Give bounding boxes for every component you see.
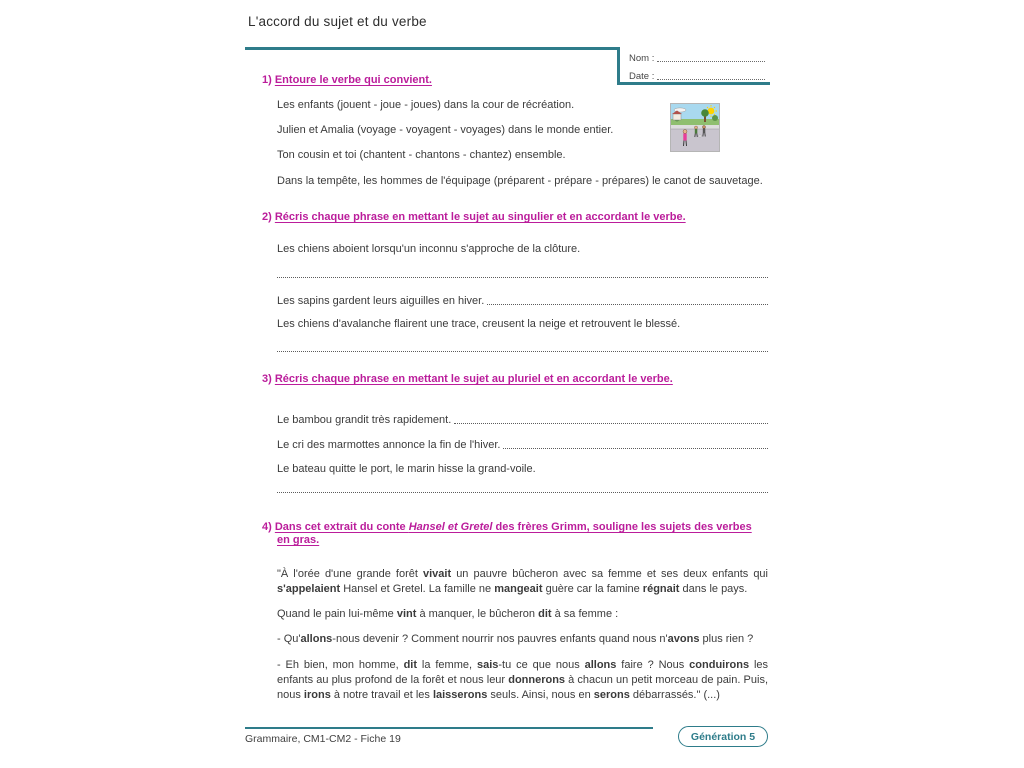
exercise3-sentence-1: [277, 414, 768, 426]
sentence-text: Le cri des marmottes annonce la fin de l'hiver.: [277, 439, 501, 451]
exercise4-heading: [245, 521, 761, 547]
exercise4-paragraph-4: - Eh bien, mon homme, dit la femme, sais-tu ce que nous allons faire ? Nous conduirons les enfants au plus profond de la forêt et nous leur donnerons à chacun un petit morceau de pain. Puis, nous irons à notre travail et les laisserons seuls. Ainsi, nous en serons débarrassés." (...): [277, 659, 769, 701]
name-field: [629, 52, 765, 64]
answer-dotted-line: [487, 304, 768, 305]
footer-reference: Grammaire, CM1-CM2 - Fiche 19: [245, 733, 401, 745]
ball: [699, 135, 701, 137]
exercise2-sentence-1: Les chiens aboient lorsqu'un inconnu s'approche de la clôture.: [277, 243, 581, 255]
exercise3-number: 3): [262, 373, 272, 385]
answer-dotted-line: [503, 448, 768, 449]
footer-rule: [245, 727, 653, 729]
exercise1-heading: [245, 74, 765, 87]
exercise3-heading: [245, 373, 765, 386]
date-label: Date :: [629, 71, 655, 82]
exercise4-paragraph-3: - Qu'allons-nous devenir ? Comment nourrir nos pauvres enfants quand nous n'avons plus rien ?: [277, 633, 754, 645]
name-dotted-line: [657, 61, 765, 62]
answer-dotted-line: [277, 492, 768, 493]
exercise2-number: 2): [262, 211, 272, 223]
answer-dotted-line: [277, 277, 768, 278]
exercise4-paragraph-2: Quand le pain lui-même vint à manquer, le bûcheron dit à sa femme :: [277, 608, 619, 620]
exercise4-number: 4): [262, 521, 272, 533]
exercise1-title: Entoure le verbe qui convient.: [274, 74, 432, 86]
sentence-text: Le bambou grandit très rapidement.: [277, 414, 452, 426]
answer-dotted-line: [277, 351, 768, 352]
exercise1-number: 1): [262, 74, 272, 86]
exercise3-sentence-2: [277, 439, 768, 451]
exercise1-sentence-2: Julien et Amalia (voyage - voyagent - voyages) dans le monde entier.: [277, 124, 614, 136]
answer-dotted-line: [454, 423, 768, 424]
exercise4-title: Dans cet extrait du conte Hansel et Gretel des frères Grimm, souligne les sujets des verbes en gras.: [274, 521, 752, 546]
publisher-badge: Génération 5: [678, 726, 768, 747]
exercise1-sentence-3: Ton cousin et toi (chantent - chantons - chantez) ensemble.: [277, 149, 566, 161]
exercise2-sentence-3: Les chiens d'avalanche flairent une trace, creusent la neige et retrouvent le blessé.: [277, 318, 681, 330]
exercise2-heading: [245, 211, 765, 224]
exercise3-title: Récris chaque phrase en mettant le sujet au pluriel et en accordant le verbe.: [274, 373, 673, 385]
sentence-text: Les sapins gardent leurs aiguilles en hiver.: [277, 295, 485, 307]
exercise1-sentence-1: Les enfants (jouent - joue - joues) dans la cour de récréation.: [277, 99, 575, 111]
exercise4-paragraph-1: "À l'orée d'une grande forêt vivait un pauvre bûcheron avec sa femme et ses deux enfants qui s'appelaient Hansel et Gretel. La famille ne mangeait guère car la famine régnait dans le pays.: [277, 568, 768, 595]
header-rule: [245, 47, 617, 50]
exercise2-title: Récris chaque phrase en mettant le sujet au singulier et en accordant le verbe.: [274, 211, 686, 223]
page-title: L'accord du sujet et du verbe: [248, 14, 427, 29]
name-label: Nom :: [629, 53, 655, 64]
schoolyard-clipart: [670, 103, 720, 152]
exercise1-sentence-4: Dans la tempête, les hommes de l'équipage (préparent - prépare - prépares) le canot de sauvetage.: [277, 175, 763, 187]
exercise2-sentence-2: [277, 295, 768, 307]
exercise3-sentence-3: Le bateau quitte le port, le marin hisse la grand-voile.: [277, 463, 536, 475]
